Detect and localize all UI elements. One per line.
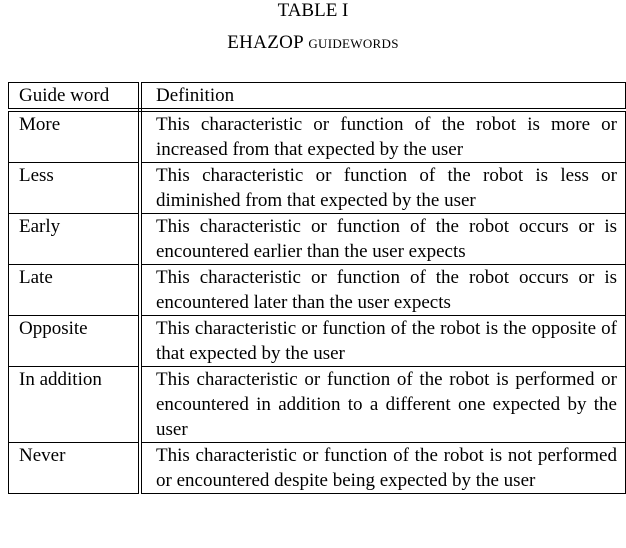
header-definition: Definition — [140, 83, 626, 111]
table-row — [9, 163, 626, 214]
guidewords-table — [8, 82, 626, 494]
definition-cell: This characteristic or function of the robot is more or increased from that expected by the user — [140, 110, 626, 163]
table-title — [0, 32, 626, 54]
guideword-cell: Less — [9, 163, 141, 214]
table-header-row — [9, 83, 626, 111]
guideword-cell: In addition — [9, 367, 141, 443]
table-row — [9, 110, 626, 163]
guideword-cell: Late — [9, 265, 141, 316]
definition-cell: This characteristic or function of the robot is less or diminished from that expected by the user — [140, 163, 626, 214]
table-row — [9, 367, 626, 443]
table-row — [9, 265, 626, 316]
definition-cell: This characteristic or function of the robot occurs or is encountered earlier than the user expects — [140, 214, 626, 265]
guideword-cell: Never — [9, 443, 141, 494]
table-label: TABLE I — [277, 0, 349, 21]
table-row — [9, 443, 626, 494]
definition-cell: This characteristic or function of the robot is performed or encountered in addition to a different one expected by the user — [140, 367, 626, 443]
guideword-cell: Opposite — [9, 316, 141, 367]
table-title-text: EHAZOP guidewords — [227, 32, 399, 53]
definition-cell: This characteristic or function of the robot occurs or is encountered later than the user expects — [140, 265, 626, 316]
table-row — [9, 214, 626, 265]
definition-cell: This characteristic or function of the robot is the opposite of that expected by the user — [140, 316, 626, 367]
definition-cell: This characteristic or function of the robot is not performed or encountered despite being expected by the user — [140, 443, 626, 494]
guideword-cell: More — [9, 110, 141, 163]
table-row — [9, 316, 626, 367]
header-guide-word: Guide word — [9, 83, 141, 111]
guideword-cell: Early — [9, 214, 141, 265]
